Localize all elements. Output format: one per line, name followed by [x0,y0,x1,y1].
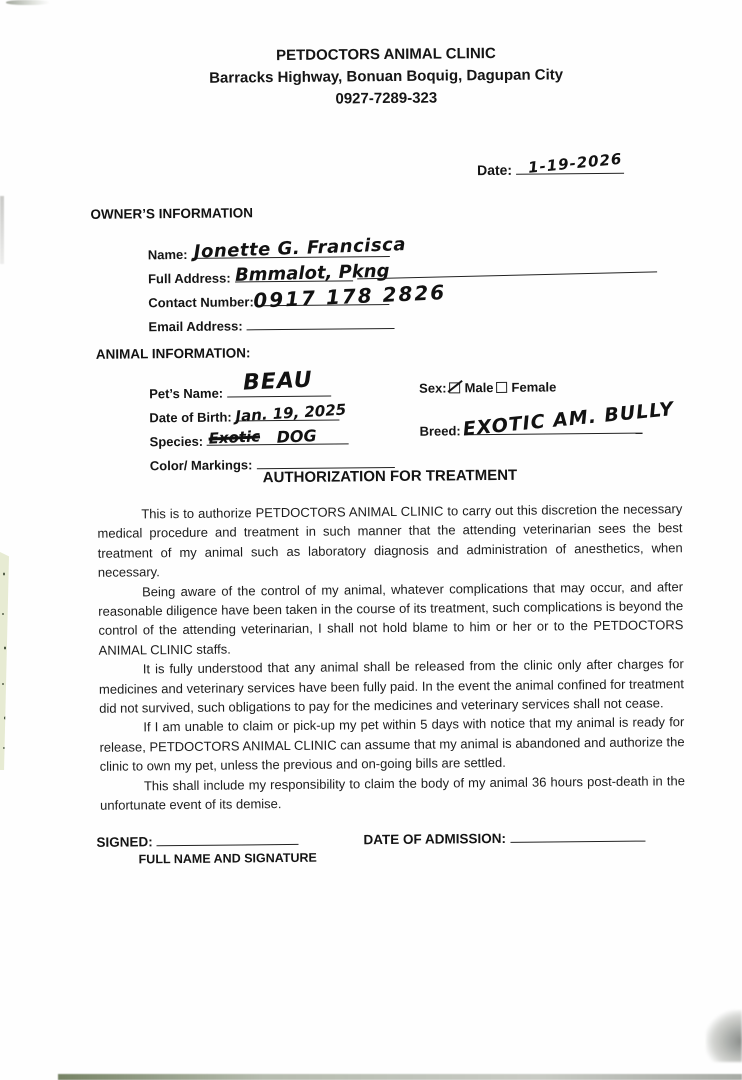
owner-name-line [191,234,407,263]
birth-date-label: Date of Birth: [149,409,232,426]
pet-name-label: Pet’s Name: [149,385,224,402]
pet-name-handwritten-value: BEAU [242,367,314,396]
birth-date-row [149,400,348,427]
owner-section-heading: OWNER’S INFORMATION [90,205,254,222]
owner-address-line-extension [356,256,656,279]
authorization-paragraph: If I am unable to claim or pick-up my pet within 5 days with notice that my animal is ready for release, PETDOCTORS ANIMAL CLINIC can assume that my animal is abandoned and authorize the clinic to own my pet, unless the previous and on-going bills are settled. [99,714,685,775]
breed-line [462,398,676,441]
species-row [150,428,350,451]
species-crossed-out-value: Exotic [208,427,261,448]
date-of-admission-label: DATE OF ADMISSION: [363,830,507,848]
date-label: Date: [476,161,513,179]
male-label: Male [464,380,494,396]
animal-section-heading: ANIMAL INFORMATION: [95,345,251,362]
signed-line [157,829,299,846]
birth-date-line [235,400,348,426]
date-of-admission-row [363,826,645,850]
breed-row [419,398,676,441]
male-checkbox [450,382,461,393]
date-row [476,149,624,180]
owner-email-row [148,313,394,336]
owner-contact-label: Contact Number: [148,294,254,311]
owner-contact-row [148,280,448,313]
signed-label: SIGNED: [96,834,153,850]
breed-label: Breed: [419,423,461,439]
birth-date-handwritten-value: Jan. 19, 2025 [235,400,348,426]
owner-contact-line [253,280,448,313]
owner-address-handwritten-value: Bmmalot, Pkng [234,260,390,286]
owner-email-line [247,313,395,330]
signed-caption-row [139,849,317,869]
species-handwritten-value: DOG [276,426,318,447]
owner-name-label: Name: [147,246,188,263]
clinic-address: Barracks Highway, Bonuan Boquig, Dagupan City [209,66,564,87]
signed-caption: FULL NAME AND SIGNATURE [138,850,317,867]
authorization-title: AUTHORIZATION FOR TREATMENT [262,466,518,487]
pet-name-line [227,367,331,398]
authorization-body [97,499,685,815]
authorization-paragraph: It is fully understood that any animal shall be released from the clinic only after charges for medicines and veterinary services have been fully paid. In the event the animal confined for treatment did not survived, such obligations to pay for the medicines and veterinary services shall not cease. [98,656,685,716]
sex-label: Sex: [419,380,447,396]
female-label: Female [511,379,557,395]
species-line [207,426,349,448]
owner-address-line [234,260,390,286]
clinic-header [34,41,739,114]
pet-name-row [149,367,331,404]
clinic-phone: 0927-7289-323 [335,89,438,108]
date-handwritten-value: 1-19-2026 [527,149,624,177]
owner-contact-handwritten-value: 0917 178 2826 [253,280,448,313]
sex-row [419,378,556,397]
color-markings-line [256,452,394,469]
female-checkbox [496,382,507,393]
owner-name-handwritten-value: Jonette G. Francisca [193,234,407,263]
authorization-paragraph: This shall include my responsibility to claim the body of my animal 36 hours post-death in the unfortunate event of its demise. [100,772,685,813]
male-checkmark [448,380,463,393]
date-line [516,149,624,177]
date-of-admission-line [510,826,645,843]
owner-email-label: Email Address: [148,318,243,335]
color-markings-label: Color/ Markings: [149,457,253,474]
breed-handwritten-value: EXOTIC AM. BULLY [462,398,676,441]
clinic-name: PETDOCTORS ANIMAL CLINIC [275,44,496,65]
owner-address-label: Full Address: [147,270,231,287]
authorization-paragraph: Being aware of the control of my animal, whatever complications that may occur, and after reasonable diligence have been taken in the course of its treatment, such complications is beyond the control of the attending veterinarian, I shall not hold blame to him or her or to the PETDOCTORS ANIMAL CLINIC staffs. [98,578,684,658]
species-label: Species: [149,433,204,450]
authorization-paragraph: This is to authorize PETDOCTORS ANIMAL CLINIC to carry out this discretion the necessary medical procedure and treatment in such manner that the attending veterinarian sees the best treatment of my animal such as laboratory diagnosis and administration of anesthetics, when necessary. [97,501,683,581]
